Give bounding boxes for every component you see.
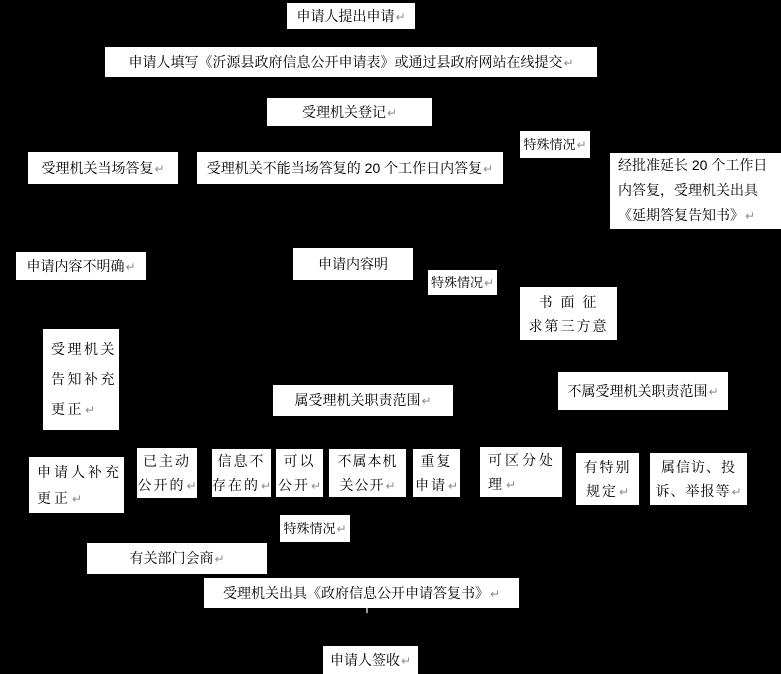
flow-node-label: 规定 xyxy=(585,482,618,499)
flow-node-label: 重复 xyxy=(420,452,453,469)
flow-node-notify-supplement-correction xyxy=(43,329,119,430)
flow-node-label: 不属本机 xyxy=(337,452,398,469)
return-mark-icon: ↵ xyxy=(85,403,96,417)
flow-node-special-provisions xyxy=(576,453,639,505)
flow-node-label: 更正 xyxy=(37,489,71,506)
flow-node-label: 求第三方意 xyxy=(528,317,609,334)
flow-node-petition-complaint xyxy=(650,453,747,505)
return-mark-icon: ↵ xyxy=(447,478,459,493)
flow-node-label: 有特别 xyxy=(583,458,632,475)
flow-node-issue-reply-document xyxy=(204,578,519,608)
flow-node-separable-handling xyxy=(480,447,562,497)
flow-node-line xyxy=(330,647,411,674)
flow-node-not-this-authority xyxy=(329,449,406,497)
flow-node-special-case-1 xyxy=(520,131,590,158)
flow-node-line xyxy=(661,455,736,479)
return-mark-icon: ↵ xyxy=(385,478,396,493)
flow-node-line xyxy=(284,449,316,473)
flow-node-label: 特殊情况 xyxy=(283,520,336,536)
flow-node-line xyxy=(143,449,191,473)
flow-node-line xyxy=(51,364,117,394)
flow-node-special-case-2 xyxy=(428,270,497,295)
flow-node-label: 可以 xyxy=(283,452,316,469)
flow-node-line xyxy=(618,153,767,178)
flow-node-extended-reply xyxy=(610,153,781,229)
flow-node-content-unclear xyxy=(16,252,146,280)
flow-node-line xyxy=(618,203,755,229)
return-mark-icon: ↵ xyxy=(154,161,165,176)
flow-node-line xyxy=(655,479,741,504)
flow-node-label: 特殊情况 xyxy=(523,136,576,152)
flow-node-info-not-exist xyxy=(212,449,271,497)
flow-node-onsite-reply xyxy=(28,152,178,184)
return-mark-icon: ↵ xyxy=(72,491,83,506)
flow-node-special-case-3 xyxy=(280,515,350,542)
flow-node-label: 申请人填写《沂源县政府信息公开申请表》或通过县政府网站在线提交 xyxy=(128,53,563,70)
flow-node-line xyxy=(278,473,321,498)
flow-node-line xyxy=(41,155,164,182)
flow-node-label: 申请 xyxy=(414,476,447,493)
flow-node-line xyxy=(137,473,196,498)
return-mark-icon: ↵ xyxy=(489,586,501,601)
flow-node-line xyxy=(584,455,632,479)
flow-node-line xyxy=(431,270,494,296)
flow-node-label: 《延期答复告知书》 xyxy=(618,207,744,223)
return-mark-icon: ↵ xyxy=(260,478,272,493)
flow-node-line xyxy=(296,3,405,30)
flow-node-label: 申请人提出申请 xyxy=(296,7,395,24)
flow-node-line xyxy=(283,516,346,542)
flow-node-applicant-supplement-correction xyxy=(29,457,124,513)
flow-node-line xyxy=(207,155,493,182)
flow-node-label: 存在的 xyxy=(211,476,260,493)
flow-node-label: 特殊情况 xyxy=(430,274,483,290)
connector-tick xyxy=(366,608,368,613)
flow-node-line xyxy=(26,253,135,280)
flow-node-label: 申请内容明 xyxy=(318,256,388,272)
flow-node-label: 信息不 xyxy=(217,452,266,469)
return-mark-icon: ↵ xyxy=(618,484,630,499)
flow-node-label: 理 xyxy=(488,475,505,492)
flow-node-label: 受理机关出具《政府信息公开申请答复书》 xyxy=(222,584,489,601)
return-mark-icon: ↵ xyxy=(563,55,574,70)
return-mark-icon: ↵ xyxy=(483,161,494,176)
flow-node-line xyxy=(318,251,388,277)
flow-node-seek-third-party xyxy=(520,287,617,340)
return-mark-icon: ↵ xyxy=(506,477,517,492)
flow-node-line xyxy=(129,545,224,572)
flow-node-label: 已主动 xyxy=(143,452,191,469)
flow-node-line xyxy=(488,472,516,497)
flow-node-label: 更正 xyxy=(51,401,84,417)
flow-node-submit-application xyxy=(287,3,415,29)
flow-node-label: 经批准延长 20 个工作日 xyxy=(618,157,768,173)
flow-node-label: 申请人补充 xyxy=(37,463,122,480)
flow-node-line xyxy=(223,580,500,607)
flow-node-line xyxy=(302,99,397,126)
flow-node-can-disclose xyxy=(276,449,323,497)
flow-node-label: 公开的 xyxy=(137,476,186,493)
flow-node-label: 受理机关 xyxy=(51,341,117,357)
return-mark-icon: ↵ xyxy=(336,521,347,536)
flow-node-line xyxy=(567,378,718,405)
flow-node-label: 关公开 xyxy=(339,476,385,493)
flow-node-line xyxy=(37,459,122,485)
flow-node-applicant-sign xyxy=(323,646,418,674)
flow-node-repeated-application xyxy=(413,449,460,497)
flow-node-line xyxy=(51,334,117,364)
flow-node-label: 属信访、投 xyxy=(661,458,736,475)
flow-node-reply-within-20-days xyxy=(197,152,503,184)
flow-node-line xyxy=(128,49,573,76)
flow-node-line xyxy=(529,314,609,338)
flow-node-line xyxy=(415,473,458,498)
return-mark-icon: ↵ xyxy=(214,552,225,566)
return-mark-icon: ↵ xyxy=(125,259,136,274)
flow-node-label: 受理机关登记 xyxy=(301,103,386,120)
flow-node-label: 属受理机关职责范围 xyxy=(294,392,421,408)
return-mark-icon: ↵ xyxy=(310,478,322,493)
return-mark-icon: ↵ xyxy=(708,384,719,399)
flow-node-within-duty-scope xyxy=(273,385,453,416)
flow-node-line xyxy=(294,387,431,414)
flow-node-outside-duty-scope xyxy=(558,372,728,410)
flow-node-line xyxy=(338,449,398,473)
flow-node-label: 受理机关不能当场答复的 20 个工作日内答复 xyxy=(206,159,483,176)
flow-node-fill-application-form xyxy=(105,47,597,77)
flow-node-line xyxy=(539,290,599,314)
flow-node-label: 受理机关当场答复 xyxy=(41,159,154,176)
flow-node-label: 有关部门会商 xyxy=(129,550,214,566)
flow-node-label: 书 面 征 xyxy=(538,293,599,310)
return-mark-icon: ↵ xyxy=(386,105,398,120)
return-mark-icon: ↵ xyxy=(483,275,495,290)
flow-node-label: 告知补充 xyxy=(51,371,117,387)
flow-node-line xyxy=(212,473,271,498)
flow-node-label: 公开 xyxy=(277,476,310,493)
flow-node-accept-register xyxy=(267,98,432,126)
flow-node-label: 申请内容不明确 xyxy=(26,257,125,274)
return-mark-icon: ↵ xyxy=(421,394,432,408)
return-mark-icon: ↵ xyxy=(186,478,197,493)
flow-node-line xyxy=(488,448,556,472)
flow-node-line xyxy=(218,449,266,473)
return-mark-icon: ↵ xyxy=(395,9,406,24)
return-mark-icon: ↵ xyxy=(400,653,412,668)
return-mark-icon: ↵ xyxy=(745,209,756,223)
flow-node-line xyxy=(37,485,82,512)
flow-node-already-disclosed xyxy=(137,448,197,498)
flow-node-content-clear xyxy=(293,248,413,280)
return-mark-icon: ↵ xyxy=(731,484,742,499)
flow-node-label: 不属受理机关职责范围 xyxy=(567,382,708,399)
flow-node-label: 内答复，受理机关出具 xyxy=(618,182,758,198)
flow-node-line xyxy=(586,479,629,504)
flow-node-line xyxy=(339,473,395,498)
flow-node-line xyxy=(421,449,453,473)
flow-node-department-consultation xyxy=(87,543,267,574)
return-mark-icon: ↵ xyxy=(576,137,587,152)
flow-node-label: 申请人签收 xyxy=(329,651,400,668)
flow-node-line xyxy=(51,394,95,425)
flow-node-line xyxy=(618,178,758,203)
flow-node-label: 可区分处 xyxy=(488,451,556,468)
flow-node-line xyxy=(523,132,586,158)
flow-node-label: 诉、举报等 xyxy=(655,482,731,499)
